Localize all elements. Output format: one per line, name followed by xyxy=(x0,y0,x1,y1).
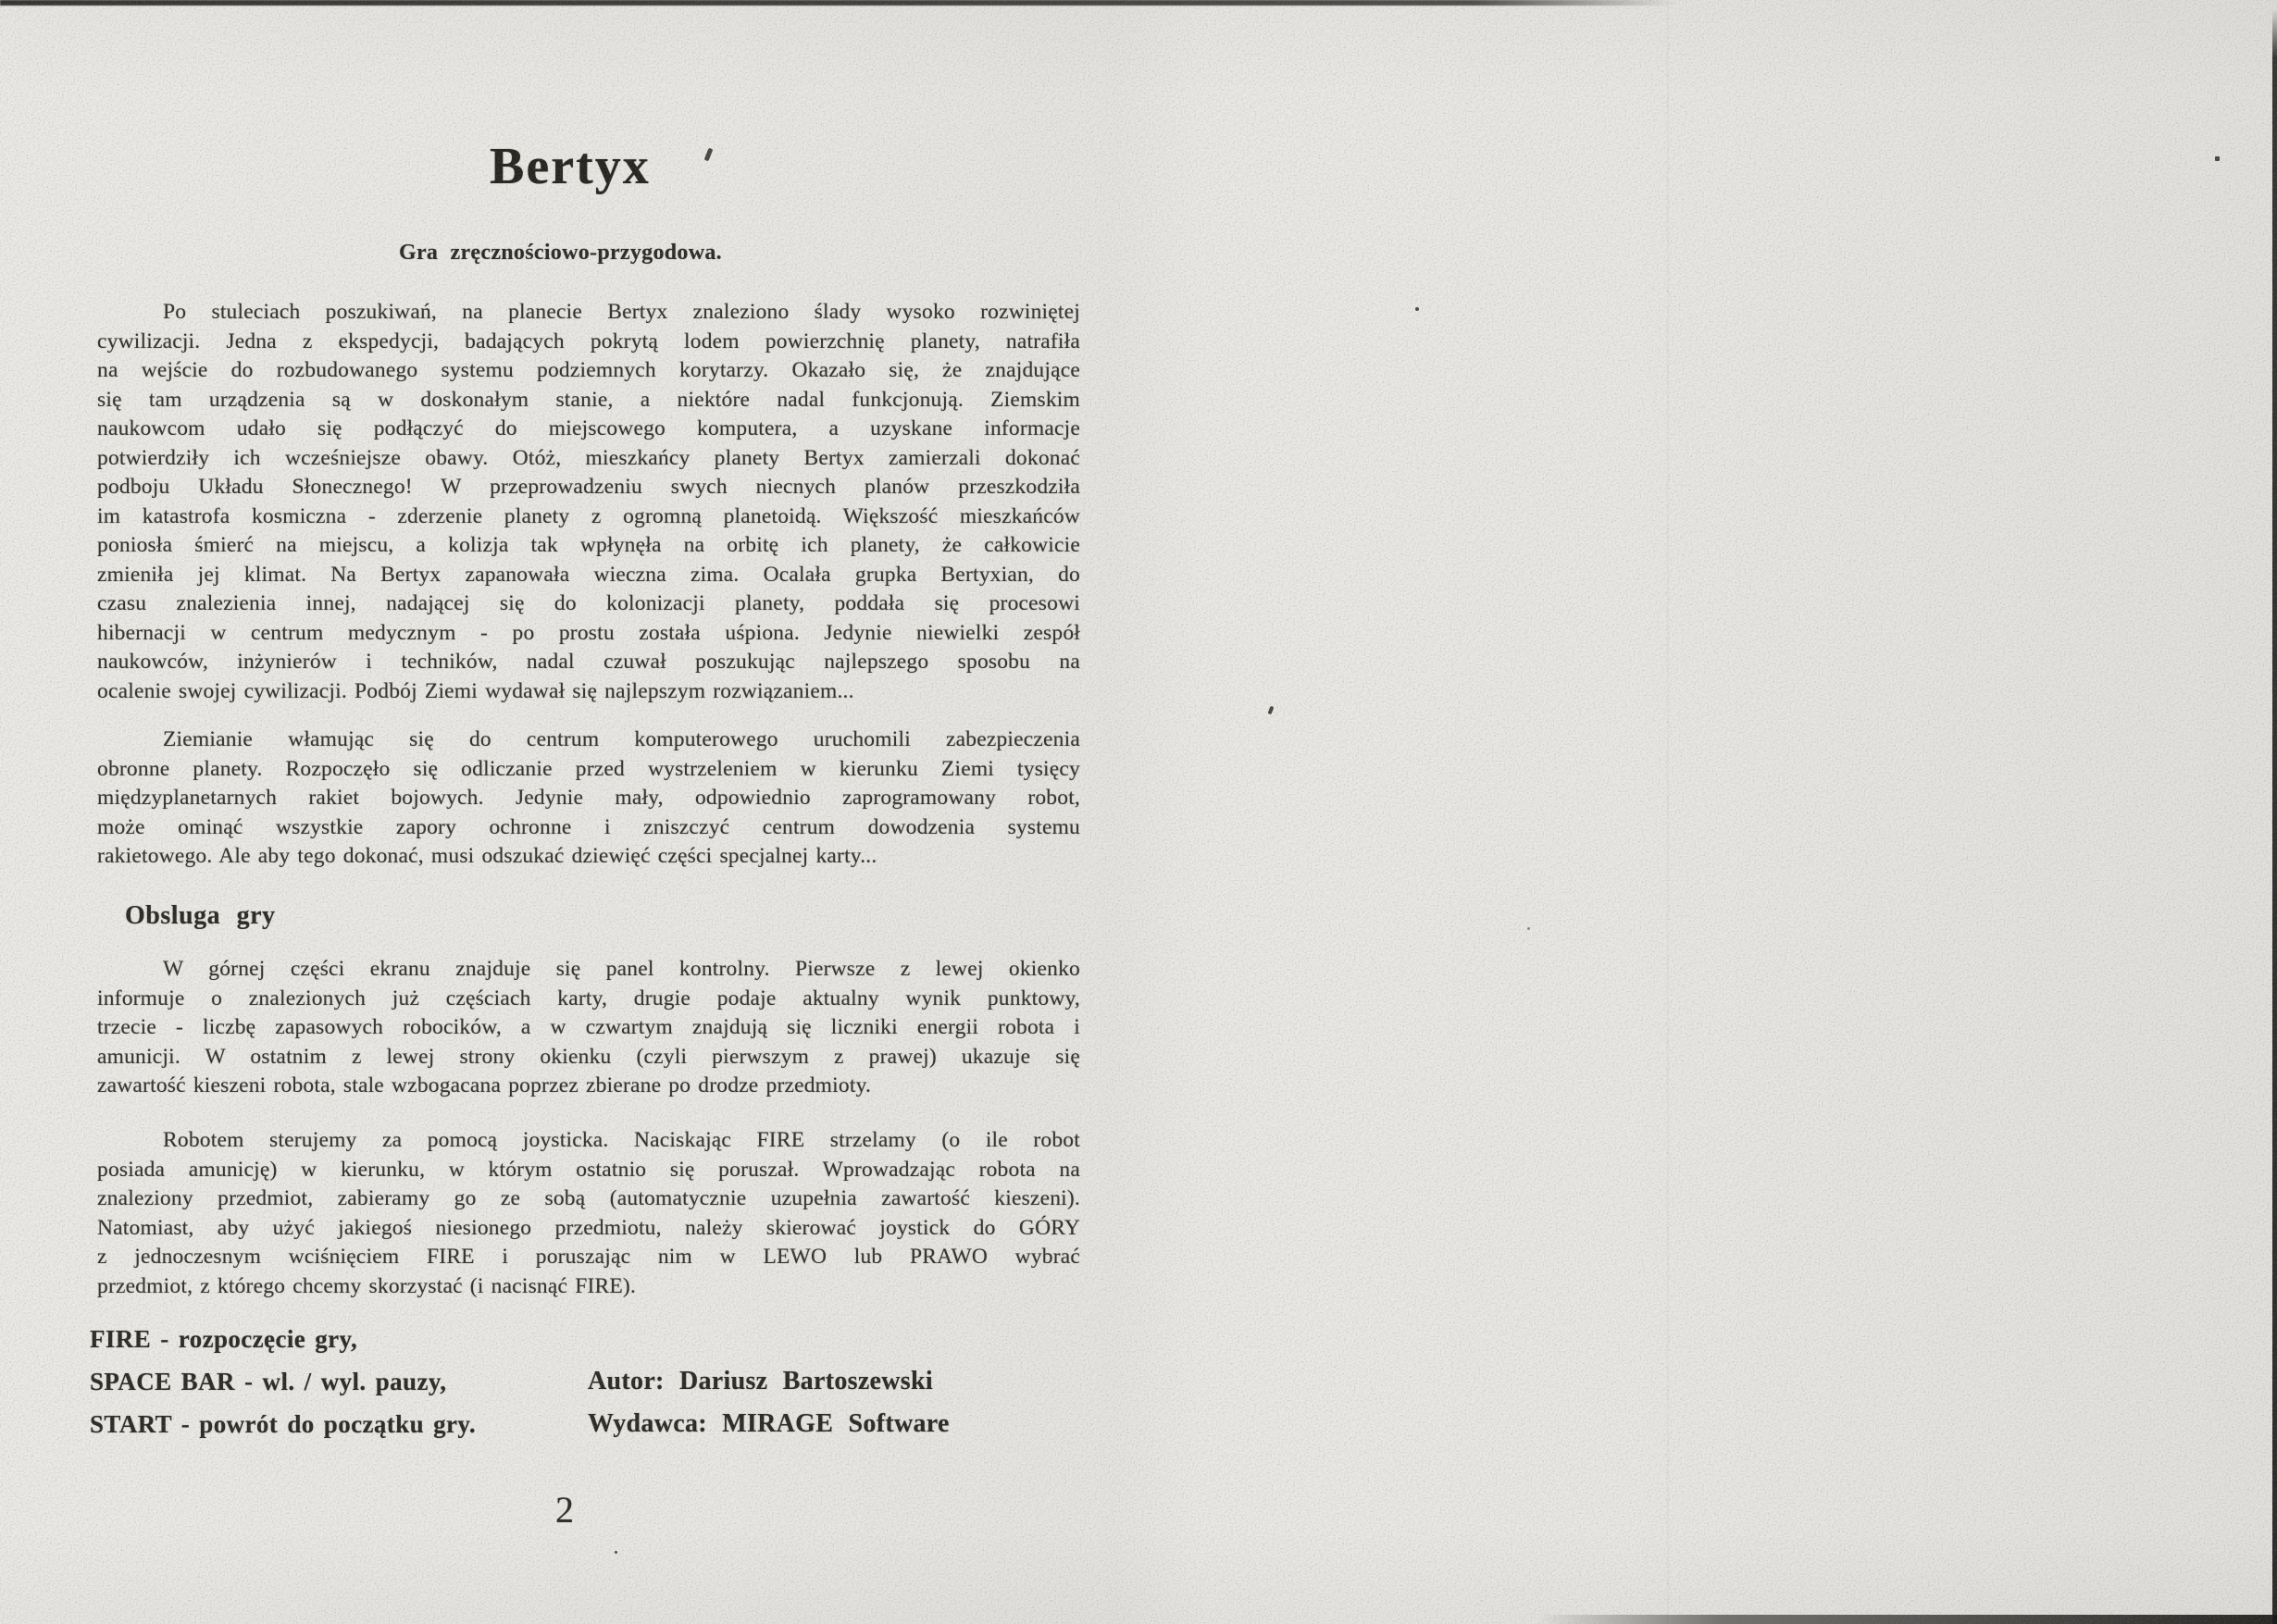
ink-speck xyxy=(1415,307,1419,311)
text-line: Natomiast, aby użyć jakiegoś niesionego przedmiotu, należy skierować joystick do GÓRY xyxy=(97,1215,1080,1240)
ink-speck xyxy=(615,1551,617,1554)
text-line: podboju Układu Słonecznego! W przeprowadzeniu swych niecnych planów przeszkodziła xyxy=(97,475,1080,499)
text-line: cywilizacji. Jedna z ekspedycji, badających pokrytą lodem powierzchnię planety, natrafiła xyxy=(97,329,1080,353)
text-line: trzecie - liczbę zapasowych robocików, a w czwartym znajdują się liczniki energii robota i xyxy=(97,1015,1080,1039)
text-line: ocalenie swojej cywilizacji. Podbój Ziemi wydawał się najlepszym rozwiązaniem... xyxy=(97,678,854,703)
text-line: informuje o znalezionych już częściach karty, drugie podaje aktualny wynik punktowy, xyxy=(97,986,1080,1010)
text-line: posiada amunicję) w kierunku, w którym ostatnio się poruszał. Wprowadzając robota na xyxy=(97,1157,1080,1182)
page-title: Bertyx xyxy=(490,138,651,195)
text-line: poniosła śmierć na miejscu, a kolizja tak wpłynęła na orbitę ich planety, że całkowicie xyxy=(97,533,1080,557)
text-line: START - powrót do początku gry. xyxy=(90,1410,476,1438)
text-line: SPACE BAR - wl. / wyl. pauzy, xyxy=(90,1368,447,1395)
ink-speck xyxy=(2215,156,2220,161)
text-line: czasu znalezienia innej, nadającej się do kolonizacji planety, poddała się procesowi xyxy=(97,591,1080,615)
paper-crease xyxy=(1666,0,1670,1624)
text-line: naukowcom udało się podłączyć do miejscowego komputera, a uzyskane informacje xyxy=(97,416,1080,440)
text-line: zawartość kieszeni robota, stale wzbogacana poprzez zbierane po drodze przedmioty. xyxy=(97,1073,872,1097)
controls-paragraph-1 xyxy=(97,955,1080,1101)
text-line: Robotem sterujemy za pomocą joysticka. Naciskając FIRE strzelamy (o ile robot xyxy=(163,1128,1080,1152)
text-line: FIRE - rozpoczęcie gry, xyxy=(90,1325,358,1353)
text-line: Wydawca: MIRAGE Software xyxy=(588,1409,950,1438)
text-line: W górnej części ekranu znajduje się panel kontrolny. Pierwsze z lewej okienko xyxy=(163,957,1080,981)
text-line: hibernacji w centrum medycznym - po prostu została uśpiona. Jedynie niewielki zespół xyxy=(97,620,1080,645)
ink-speck xyxy=(1527,927,1530,930)
text-line: międzyplanetarnych rakiet bojowych. Jedynie mały, odpowiednio zaprogramowany robot, xyxy=(97,786,1080,810)
text-line: się tam urządzenia są w doskonałym stanie, a niektóre nadal funkcjonują. Ziemskim xyxy=(97,387,1080,412)
scan-edge-bottom xyxy=(1537,1615,2277,1624)
text-line: na wejście do rozbudowanego systemu podziemnych korytarzy. Okazało się, że znajdujące xyxy=(97,358,1080,382)
text-line: im katastrofa kosmiczna - zderzenie planety z ogromną planetoidą. Większość mieszkańców xyxy=(97,503,1080,528)
text-line: rakietowego. Ale aby tego dokonać, musi odszukać dziewięć części specjalnej karty... xyxy=(97,844,877,868)
page-number: 2 xyxy=(555,1489,574,1531)
text-line: może ominąć wszystkie zapory ochronne i zniszczyć centrum dowodzenia systemu xyxy=(97,814,1080,839)
credits-block xyxy=(588,1360,1069,1445)
text-line: obronne planety. Rozpoczęło się odliczanie przed wystrzeleniem w kierunku Ziemi tysięcy xyxy=(97,756,1080,781)
text-line: Autor: Dariusz Bartoszewski xyxy=(588,1367,933,1395)
ink-speck xyxy=(704,148,714,162)
text-line: Ziemianie włamując się do centrum komputerowego uruchomili zabezpieczenia xyxy=(163,727,1080,751)
text-line: zmieniła jej klimat. Na Bertyx zapanowała wieczna zima. Ocalała grupka Bertyxian, do xyxy=(97,562,1080,587)
controls-paragraph-2 xyxy=(97,1126,1080,1301)
text-line: z jednoczesnym wciśnięciem FIRE i poruszając nim w LEWO lub PRAWO wybrać xyxy=(97,1245,1080,1269)
scan-edge-top xyxy=(0,0,1675,6)
key-reference-list xyxy=(90,1318,664,1445)
text-line: potwierdziły ich wcześniejsze obawy. Otóż, mieszkańcy planety Bertyx zamierzali dokonać xyxy=(97,445,1080,470)
page-subtitle: Gra zręcznościowo-przygodowa. xyxy=(399,241,722,265)
text-line: przedmiot, z którego chcemy skorzystać (i nacisnąć FIRE). xyxy=(97,1273,637,1298)
scan-edge-right xyxy=(2272,9,2277,1624)
intro-paragraph-2 xyxy=(97,725,1080,872)
intro-paragraph-1 xyxy=(97,298,1080,706)
text-line: naukowców, inżynierów i techników, nadal czuwał poszukując najlepszego sposobu na xyxy=(97,650,1080,674)
text-line: amunicji. W ostatnim z lewej strony okienku (czyli pierwszym z prawej) ukazuje się xyxy=(97,1044,1080,1069)
section-heading-obsluga-gry: Obsluga gry xyxy=(125,901,276,930)
text-line: znaleziony przedmiot, zabieramy go ze sobą (automatycznie uzupełnia zawartość kieszeni). xyxy=(97,1186,1080,1210)
ink-speck xyxy=(1267,706,1274,715)
text-line: Po stuleciach poszukiwań, na planecie Bertyx znaleziono ślady wysoko rozwiniętej xyxy=(163,300,1080,324)
